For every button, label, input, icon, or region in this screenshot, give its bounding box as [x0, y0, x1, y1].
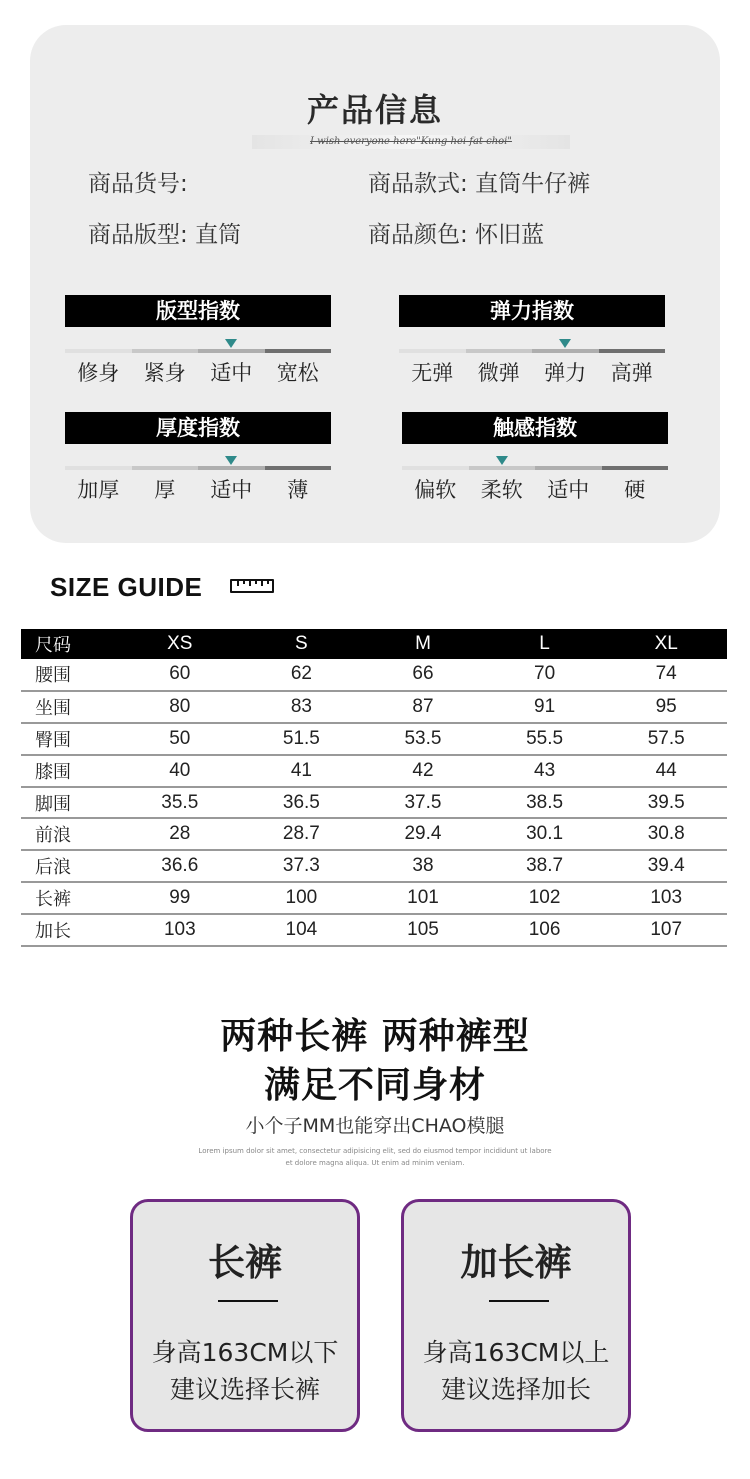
table-cell: 51.5: [241, 723, 363, 755]
size-table: [21, 629, 727, 947]
style-field: [368, 165, 590, 198]
index-option: 适中: [547, 478, 590, 502]
table-cell: 38.5: [484, 787, 606, 819]
table-cell: 39.5: [605, 787, 727, 819]
index-option: 硬: [624, 478, 646, 502]
table-cell: 41: [241, 755, 363, 787]
header-cell: S: [241, 629, 363, 659]
index-marker-track: [402, 444, 668, 466]
product-info-subtitle: I wish everyone here"Kung hei fat choi": [252, 135, 570, 149]
table-cell: 91: [484, 691, 606, 723]
product-info-card: [30, 25, 720, 543]
fit-field: [88, 216, 241, 249]
table-cell: 57.5: [605, 723, 727, 755]
card-line2: 建议选择加长: [440, 1375, 591, 1404]
card-line1: 身高163CM以上: [422, 1338, 610, 1367]
long-pants-card: [401, 1199, 631, 1432]
touch-index: [402, 412, 668, 504]
index-option: 高弹: [610, 361, 653, 385]
table-cell: 87: [362, 691, 484, 723]
table-cell: 35.5: [119, 787, 241, 819]
table-row: [21, 882, 727, 914]
table-cell: 106: [484, 914, 606, 946]
index-scale: [65, 466, 331, 470]
regular-pants-card: [130, 1199, 360, 1432]
index-option: 弹力: [544, 361, 587, 385]
table-cell: 38.7: [484, 850, 606, 882]
index-title: 厚度指数: [65, 412, 331, 444]
index-option: 无弹: [411, 361, 454, 385]
index-option: 柔软: [480, 478, 523, 502]
table-cell: 83: [241, 691, 363, 723]
index-option: 厚: [154, 478, 176, 502]
table-cell: 30.8: [605, 818, 727, 850]
index-options: [65, 357, 331, 387]
card-title: 加长裤: [460, 1241, 572, 1284]
table-cell: 43: [484, 755, 606, 787]
card-title: 长裤: [208, 1241, 282, 1284]
index-title: 触感指数: [402, 412, 668, 444]
table-cell: 101: [362, 882, 484, 914]
table-cell: 40: [119, 755, 241, 787]
table-row: [21, 787, 727, 819]
table-cell: 70: [484, 659, 606, 691]
index-option: 紧身: [143, 361, 186, 385]
index-scale: [402, 466, 668, 470]
color-field: [368, 216, 544, 249]
header-cell: XL: [605, 629, 727, 659]
promo-title-line2: 满足不同身材: [263, 1065, 486, 1106]
color-value: 怀旧蓝: [475, 222, 545, 248]
fit-index: [65, 295, 331, 387]
row-label: 膝围: [21, 755, 119, 787]
index-option: 宽松: [276, 361, 319, 385]
table-cell: 29.4: [362, 818, 484, 850]
index-option: 适中: [210, 478, 253, 502]
lorem-line2: et dolore magna aliqua. Ut enim ad minim veniam.: [285, 1159, 465, 1167]
style-label: 商品款式:: [368, 171, 468, 197]
promo-title-line1: 两种长裤 两种裤型: [220, 1016, 530, 1057]
row-label: 长裤: [21, 882, 119, 914]
table-cell: 53.5: [362, 723, 484, 755]
index-marker-track: [65, 444, 331, 466]
lorem-line1: Lorem ipsum dolor sit amet, consectetur adipisicing elit, sed do eiusmod tempor incididunt ut labore: [198, 1147, 552, 1155]
size-guide-title: SIZE GUIDE: [50, 572, 203, 602]
index-options: [65, 474, 331, 504]
table-row: [21, 914, 727, 946]
table-cell: 55.5: [484, 723, 606, 755]
sku-label: 商品货号:: [88, 171, 188, 197]
table-cell: 105: [362, 914, 484, 946]
table-row: [21, 850, 727, 882]
table-cell: 28: [119, 818, 241, 850]
index-option: 加厚: [77, 478, 120, 502]
row-label: 前浪: [21, 818, 119, 850]
table-cell: 103: [605, 882, 727, 914]
card-line1: 身高163CM以下: [151, 1338, 339, 1367]
style-value: 直筒牛仔裤: [475, 171, 591, 197]
table-cell: 74: [605, 659, 727, 691]
card-divider: [489, 1300, 549, 1302]
row-label: 腰围: [21, 659, 119, 691]
table-cell: 80: [119, 691, 241, 723]
table-cell: 104: [241, 914, 363, 946]
index-options: [402, 474, 668, 504]
table-cell: 38: [362, 850, 484, 882]
ruler-icon: [230, 579, 274, 593]
header-cell: M: [362, 629, 484, 659]
size-table-body: [21, 659, 727, 946]
row-label: 坐围: [21, 691, 119, 723]
product-info-title: 产品信息: [306, 91, 443, 129]
index-title: 版型指数: [65, 295, 331, 327]
table-cell: 28.7: [241, 818, 363, 850]
selected-marker-icon: [559, 339, 571, 348]
table-cell: 37.3: [241, 850, 363, 882]
table-row: [21, 691, 727, 723]
index-title: 弹力指数: [399, 295, 665, 327]
table-cell: 99: [119, 882, 241, 914]
index-option: 薄: [287, 478, 309, 502]
table-row: [21, 755, 727, 787]
header-cell: 尺码: [21, 629, 119, 659]
table-cell: 39.4: [605, 850, 727, 882]
table-cell: 30.1: [484, 818, 606, 850]
thickness-index: [65, 412, 331, 504]
color-label: 商品颜色:: [368, 222, 468, 248]
table-cell: 42: [362, 755, 484, 787]
table-row: [21, 659, 727, 691]
index-option: 偏软: [414, 478, 457, 502]
row-label: 加长: [21, 914, 119, 946]
table-cell: 100: [241, 882, 363, 914]
index-option: 微弹: [477, 361, 520, 385]
table-cell: 36.6: [119, 850, 241, 882]
promo-subtitle: 小个子MM也能穿出CHAO模腿: [245, 1115, 505, 1137]
selected-marker-icon: [225, 339, 237, 348]
table-cell: 103: [119, 914, 241, 946]
table-cell: 66: [362, 659, 484, 691]
header-cell: XS: [119, 629, 241, 659]
selected-marker-icon: [225, 456, 237, 465]
row-label: 臀围: [21, 723, 119, 755]
card-divider: [218, 1300, 278, 1302]
index-marker-track: [65, 327, 331, 349]
table-cell: 37.5: [362, 787, 484, 819]
table-row: [21, 723, 727, 755]
index-options: [399, 357, 665, 387]
table-cell: 36.5: [241, 787, 363, 819]
table-cell: 60: [119, 659, 241, 691]
fit-value: 直筒: [195, 222, 242, 248]
table-row: [21, 818, 727, 850]
sku-field: [88, 165, 188, 198]
card-line2: 建议选择长裤: [169, 1375, 320, 1404]
index-marker-track: [399, 327, 665, 349]
size-table-header: [21, 629, 727, 659]
row-label: 后浪: [21, 850, 119, 882]
elasticity-index: [399, 295, 665, 387]
table-cell: 50: [119, 723, 241, 755]
index-scale: [399, 349, 665, 353]
table-cell: 44: [605, 755, 727, 787]
header-cell: L: [484, 629, 606, 659]
table-cell: 107: [605, 914, 727, 946]
fit-label: 商品版型:: [88, 222, 188, 248]
index-scale: [65, 349, 331, 353]
selected-marker-icon: [496, 456, 508, 465]
table-cell: 95: [605, 691, 727, 723]
table-cell: 62: [241, 659, 363, 691]
row-label: 脚围: [21, 787, 119, 819]
index-option: 适中: [210, 361, 253, 385]
index-option: 修身: [77, 361, 120, 385]
table-cell: 102: [484, 882, 606, 914]
